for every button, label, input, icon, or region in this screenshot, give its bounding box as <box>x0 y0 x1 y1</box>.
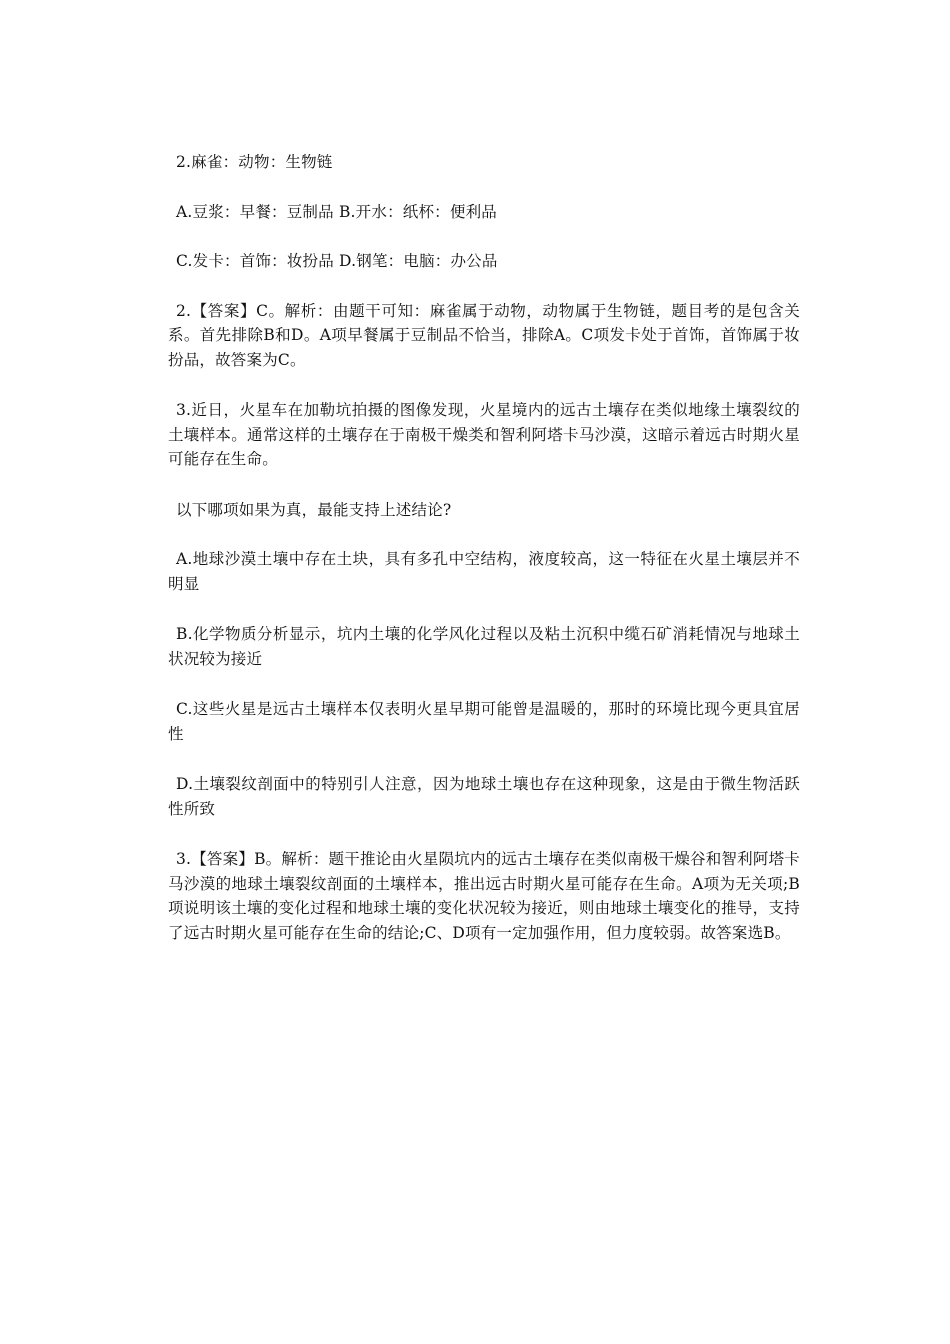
document-body <box>168 150 800 971</box>
q3-option-a: A.地球沙漠土壤中存在土块，具有多孔中空结构，液度较高，这一特征在火星土壤层并不明显 <box>168 550 800 593</box>
q2-answer: 2.【答案】C。解析：由题干可知：麻雀属于动物，动物属于生物链，题目考的是包含关系。首先排除B和D。A项早餐属于豆制品不恰当，排除A。C项发卡处于首饰，首饰属于妆扮品，故答案为C。 <box>168 301 800 369</box>
q3-option-d: D.土壤裂纹剖面中的特别引人注意，因为地球土壤也存在这种现象，这是由于微生物活跃性所致 <box>168 775 800 818</box>
q3-option-b: B.化学物质分析显示，坑内土壤的化学风化过程以及粘土沉积中缆石矿消耗情况与地球土状况较为接近 <box>168 625 800 668</box>
q3-option-c: C.这些火星是远古土壤样本仅表明火星早期可能曾是温暖的，那时的环境比现今更具宜居性 <box>168 700 800 743</box>
q3-question: 以下哪项如果为真，最能支持上述结论? <box>176 500 452 519</box>
q2-options-ab: A.豆浆：早餐：豆制品 B.开水：纸杯：便利品 <box>176 202 497 221</box>
q3-answer: 3.【答案】B。解析：题干推论由火星陨坑内的远古土壤存在类似南极干燥谷和智利阿塔卡马沙漠的地球土壤裂纹剖面的土壤样本，推出远古时期火星可能存在生命。A项为无关项;B项说明该土壤的变化过程和地球土壤的变化状况较为接近，则由地球土壤变化的推导，支持了远古时期火星可能存在生命的结论;C、D项有一定加强作用，但力度较弱。故答案选B。 <box>168 850 800 942</box>
q2-options-cd: C.发卡：首饰：妆扮品 D.钢笔：电脑：办公品 <box>176 252 498 270</box>
q3-stem: 3.近日，火星车在加勒坑拍摄的图像发现，火星境内的远古土壤存在类似地缘土壤裂纹的土壤样本。通常这样的土壤存在于南极干燥类和智利阿塔卡马沙漠，这暗示着远古时期火星可能存在生命。 <box>168 401 800 468</box>
q2-stem: 2.麻雀：动物：生物链 <box>176 153 333 171</box>
